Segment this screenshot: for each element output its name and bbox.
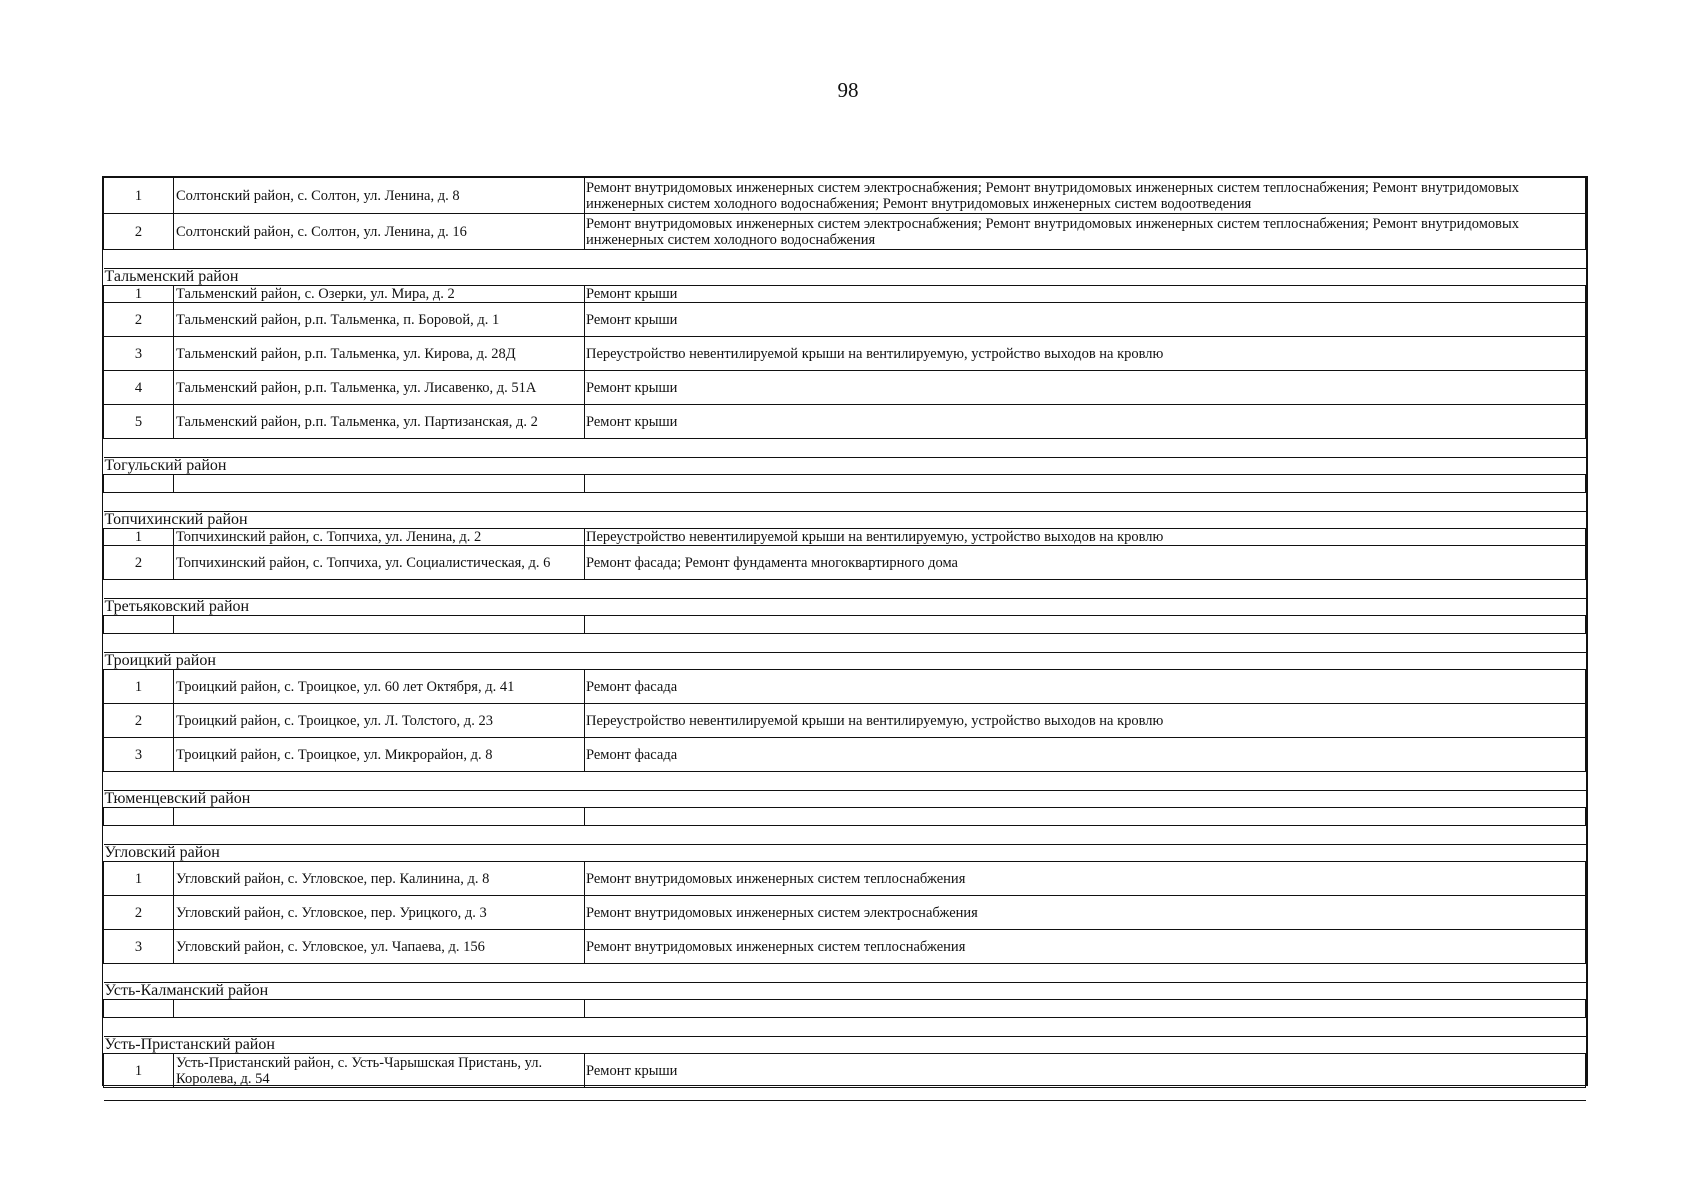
table-row (104, 337, 1586, 371)
work-type-cell: Ремонт крыши (585, 286, 1586, 303)
work-type-cell: Ремонт крыши (585, 405, 1586, 439)
spacer-row (104, 493, 1586, 512)
work-type-cell: Переустройство невентилируемой крыши на вентилируемую, устройство выходов на кровлю (585, 704, 1586, 738)
address-cell: Усть-Пристанский район, с. Усть-Чарышская Пристань, ул. Королева, д. 54 (174, 1054, 585, 1088)
address-cell (174, 808, 585, 826)
work-type-cell: Ремонт фасада (585, 670, 1586, 704)
work-type-cell: Переустройство невентилируемой крыши на вентилируемую, устройство выходов на кровлю (585, 529, 1586, 546)
spacer-cell (104, 580, 1586, 599)
work-type-cell (585, 1000, 1586, 1018)
row-number-cell: 1 (104, 286, 174, 303)
address-cell: Тальменский район, р.п. Тальменка, ул. Партизанская, д. 2 (174, 405, 585, 439)
row-number-cell: 2 (104, 214, 174, 250)
spacer-row (104, 1088, 1586, 1101)
work-type-cell: Ремонт фасада (585, 738, 1586, 772)
spacer-cell (104, 493, 1586, 512)
district-name: Троицкий район (104, 653, 1586, 670)
address-cell: Троицкий район, с. Троицкое, ул. Л. Толстого, д. 23 (174, 704, 585, 738)
district-name: Третьяковский район (104, 599, 1586, 616)
page-number: 98 (837, 78, 859, 102)
address-cell: Угловский район, с. Угловское, пер. Урицкого, д. 3 (174, 896, 585, 930)
row-number-cell: 1 (104, 178, 174, 214)
work-type-cell (585, 616, 1586, 634)
district-name: Тогульский район (104, 458, 1586, 475)
register-table-frame (102, 176, 1588, 1086)
district-heading-row (104, 269, 1586, 286)
row-number-cell (104, 475, 174, 493)
district-name: Топчихинский район (104, 512, 1586, 529)
table-row (104, 214, 1586, 250)
district-heading-row (104, 983, 1586, 1000)
address-cell: Тальменский район, р.п. Тальменка, ул. Лисавенко, д. 51А (174, 371, 585, 405)
row-number-cell: 4 (104, 371, 174, 405)
row-number-cell (104, 616, 174, 634)
spacer-row (104, 250, 1586, 269)
row-number-cell: 1 (104, 670, 174, 704)
spacer-row (104, 580, 1586, 599)
table-row (104, 670, 1586, 704)
row-number-cell: 2 (104, 303, 174, 337)
row-number-cell: 1 (104, 1054, 174, 1088)
row-number-cell: 5 (104, 405, 174, 439)
district-heading-row (104, 1037, 1586, 1054)
district-heading-row (104, 512, 1586, 529)
work-type-cell: Переустройство невентилируемой крыши на вентилируемую, устройство выходов на кровлю (585, 337, 1586, 371)
district-name: Тальменский район (104, 269, 1586, 286)
spacer-row (104, 826, 1586, 845)
spacer-row (104, 964, 1586, 983)
work-type-cell: Ремонт крыши (585, 303, 1586, 337)
address-cell: Солтонский район, с. Солтон, ул. Ленина, д. 8 (174, 178, 585, 214)
address-cell: Топчихинский район, с. Топчиха, ул. Социалистическая, д. 6 (174, 546, 585, 580)
address-cell: Тальменский район, р.п. Тальменка, ул. Кирова, д. 28Д (174, 337, 585, 371)
row-number-cell: 1 (104, 529, 174, 546)
row-number-cell: 3 (104, 930, 174, 964)
spacer-cell (104, 964, 1586, 983)
district-heading-row (104, 599, 1586, 616)
work-type-cell (585, 808, 1586, 826)
table-row (104, 286, 1586, 303)
address-cell: Тальменский район, с. Озерки, ул. Мира, д. 2 (174, 286, 585, 303)
address-cell (174, 1000, 585, 1018)
row-number-cell (104, 1000, 174, 1018)
spacer-cell (104, 250, 1586, 269)
spacer-row (104, 634, 1586, 653)
work-type-cell (585, 475, 1586, 493)
work-type-cell: Ремонт крыши (585, 1054, 1586, 1088)
district-name: Тюменцевский район (104, 791, 1586, 808)
work-type-cell: Ремонт внутридомовых инженерных систем теплоснабжения (585, 862, 1586, 896)
empty-table-row (104, 1000, 1586, 1018)
row-number-cell (104, 808, 174, 826)
spacer-row (104, 439, 1586, 458)
district-heading-row (104, 845, 1586, 862)
row-number-cell: 1 (104, 862, 174, 896)
spacer-cell (104, 634, 1586, 653)
spacer-cell (104, 826, 1586, 845)
district-heading-row (104, 791, 1586, 808)
row-number-cell: 2 (104, 704, 174, 738)
spacer-cell (104, 1088, 1586, 1101)
work-type-cell: Ремонт крыши (585, 371, 1586, 405)
work-type-cell: Ремонт внутридомовых инженерных систем электроснабжения; Ремонт внутридомовых инженерных систем теплоснабжения; Ремонт внутридомовых инженерных систем холодного водоснабжения; Ремонт внутридомовых инженерных систем водоотведения (585, 178, 1586, 214)
address-cell: Троицкий район, с. Троицкое, ул. Микрорайон, д. 8 (174, 738, 585, 772)
district-name: Усть-Пристанский район (104, 1037, 1586, 1054)
repair-works-table (103, 177, 1586, 1101)
address-cell: Топчихинский район, с. Топчиха, ул. Ленина, д. 2 (174, 529, 585, 546)
address-cell: Угловский район, с. Угловское, ул. Чапаева, д. 156 (174, 930, 585, 964)
table-row (104, 704, 1586, 738)
address-cell: Солтонский район, с. Солтон, ул. Ленина, д. 16 (174, 214, 585, 250)
table-row (104, 930, 1586, 964)
table-row (104, 738, 1586, 772)
address-cell: Троицкий район, с. Троицкое, ул. 60 лет Октября, д. 41 (174, 670, 585, 704)
district-name: Угловский район (104, 845, 1586, 862)
table-row (104, 529, 1586, 546)
district-name: Усть-Калманский район (104, 983, 1586, 1000)
table-row (104, 405, 1586, 439)
table-row (104, 303, 1586, 337)
empty-table-row (104, 616, 1586, 634)
address-cell: Тальменский район, р.п. Тальменка, п. Боровой, д. 1 (174, 303, 585, 337)
table-row (104, 178, 1586, 214)
spacer-row (104, 772, 1586, 791)
spacer-row (104, 1018, 1586, 1037)
work-type-cell: Ремонт внутридомовых инженерных систем электроснабжения (585, 896, 1586, 930)
district-heading-row (104, 653, 1586, 670)
row-number-cell: 3 (104, 738, 174, 772)
address-cell (174, 616, 585, 634)
row-number-cell: 3 (104, 337, 174, 371)
row-number-cell: 2 (104, 896, 174, 930)
empty-table-row (104, 808, 1586, 826)
table-row (104, 1054, 1586, 1088)
spacer-cell (104, 439, 1586, 458)
table-row (104, 371, 1586, 405)
spacer-cell (104, 1018, 1586, 1037)
table-body (104, 178, 1586, 1101)
address-cell: Угловский район, с. Угловское, пер. Калинина, д. 8 (174, 862, 585, 896)
table-row (104, 896, 1586, 930)
work-type-cell: Ремонт фасада; Ремонт фундамента многоквартирного дома (585, 546, 1586, 580)
spacer-cell (104, 772, 1586, 791)
empty-table-row (104, 475, 1586, 493)
table-row (104, 862, 1586, 896)
table-row (104, 546, 1586, 580)
address-cell (174, 475, 585, 493)
row-number-cell: 2 (104, 546, 174, 580)
district-heading-row (104, 458, 1586, 475)
work-type-cell: Ремонт внутридомовых инженерных систем электроснабжения; Ремонт внутридомовых инженерных систем теплоснабжения; Ремонт внутридомовых инженерных систем холодного водоснабжения (585, 214, 1586, 250)
work-type-cell: Ремонт внутридомовых инженерных систем теплоснабжения (585, 930, 1586, 964)
